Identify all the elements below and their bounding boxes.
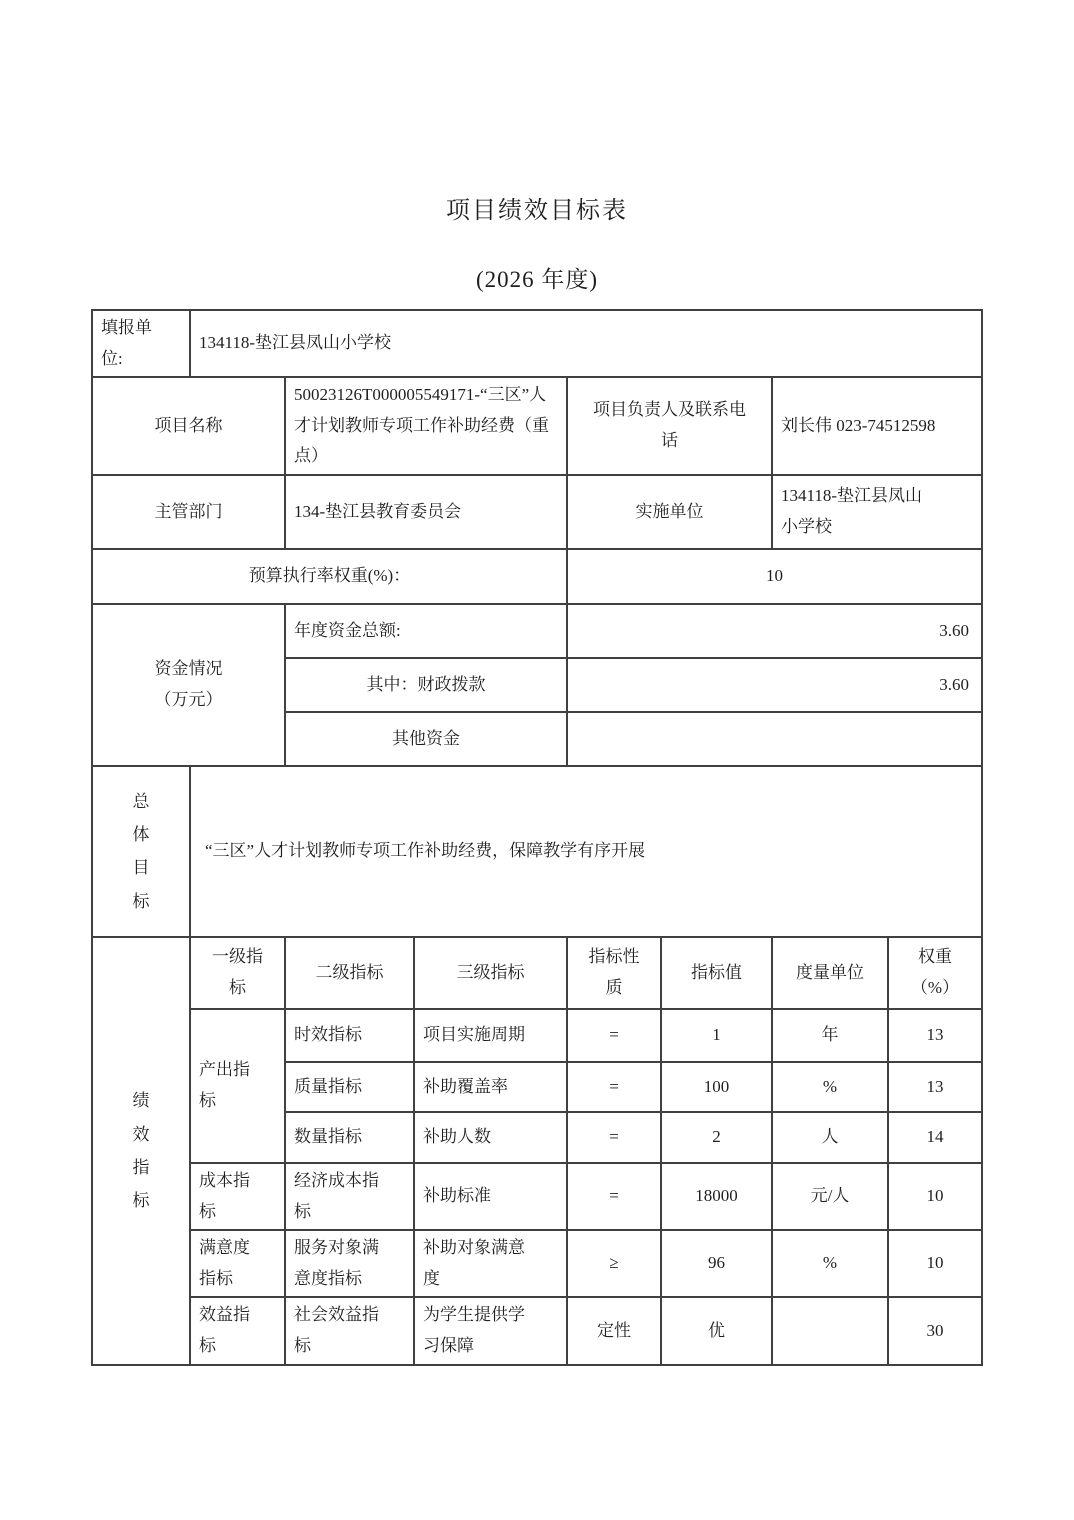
- overall-goal-label-cell: [92, 766, 190, 937]
- indicator-level3: 项目实施周期: [414, 1009, 567, 1062]
- funds-total-value: 3.60: [567, 604, 982, 658]
- project-name-row: [92, 377, 982, 475]
- indicator-nature: =: [567, 1009, 661, 1062]
- overall-goal-row: [92, 766, 982, 937]
- indicator-level2: 时效指标: [285, 1009, 414, 1062]
- indicator-unit: [772, 1297, 888, 1364]
- indicator-level3: 补助人数: [414, 1112, 567, 1163]
- header-value: 指标值: [661, 937, 772, 1009]
- overall-goal-label: 总体目标: [132, 792, 150, 911]
- overall-goal-content: “三区”人才计划教师专项工作补助经费，保障教学有序开展: [190, 766, 982, 937]
- funds-row-total: [92, 604, 982, 658]
- funds-other-label: 其他资金: [285, 712, 567, 766]
- indicator-level1-cell: [190, 1009, 285, 1163]
- funds-group-label-cell: [92, 604, 285, 766]
- indicator-weight: 30: [888, 1297, 982, 1364]
- impl-label: 实施单位: [567, 475, 772, 549]
- fill-unit-row: [92, 310, 982, 377]
- indicator-level2: 社会效益指标: [293, 1305, 379, 1355]
- performance-target-table: [91, 309, 983, 1366]
- indicator-nature: 定性: [567, 1297, 661, 1364]
- fill-unit-label: 填报单位:: [100, 318, 152, 368]
- indicator-nature: =: [567, 1062, 661, 1112]
- indicator-value: 2: [661, 1112, 772, 1163]
- project-name-label: 项目名称: [92, 377, 285, 475]
- indicator-weight: 10: [888, 1230, 982, 1297]
- indicator-level2-cell: [285, 1230, 414, 1297]
- indicator-level1-cell: [190, 1163, 285, 1230]
- indicator-value: 18000: [661, 1163, 772, 1230]
- dept-value: 134-垫江县教育委员会: [285, 475, 567, 549]
- leader-value: 刘长伟 023-74512598: [772, 377, 982, 475]
- indicator-level2-cell: [285, 1297, 414, 1364]
- dept-row: [92, 475, 982, 549]
- indicator-level1: 满意度指标: [198, 1238, 250, 1288]
- fill-unit-label-cell: [92, 310, 190, 377]
- indicator-level2: 质量指标: [285, 1062, 414, 1112]
- indicator-level3-cell: [414, 1297, 567, 1364]
- indicator-value: 96: [661, 1230, 772, 1297]
- indicator-unit: %: [772, 1230, 888, 1297]
- leader-label-cell: [567, 377, 772, 475]
- header-level3: 三级指标: [414, 937, 567, 1009]
- dept-label: 主管部门: [92, 475, 285, 549]
- fill-unit-value: 134118-垫江县凤山小学校: [190, 310, 982, 377]
- indicator-header-row: [92, 937, 982, 1009]
- header-weight-text: 权重（%）: [910, 947, 960, 997]
- indicator-row: [92, 1297, 982, 1364]
- indicator-level2: 经济成本指标: [293, 1170, 379, 1221]
- funds-other-value: [567, 712, 982, 766]
- header-nature: [567, 937, 661, 1009]
- indicator-level3: 补助覆盖率: [414, 1062, 567, 1112]
- indicator-nature: =: [567, 1163, 661, 1230]
- indicator-weight: 13: [888, 1009, 982, 1062]
- indicator-level1-cell: [190, 1230, 285, 1297]
- header-level1: [190, 937, 285, 1009]
- header-level2: 二级指标: [285, 937, 414, 1009]
- indicator-level3: 为学生提供学习保障: [422, 1305, 525, 1355]
- indicator-row: [92, 1009, 982, 1062]
- indicator-weight: 14: [888, 1112, 982, 1163]
- indicator-level1: 成本指标: [198, 1170, 250, 1221]
- impl-value: 134118-垫江县凤山小学校: [780, 486, 923, 536]
- indicator-nature: =: [567, 1112, 661, 1163]
- indicator-group-label: 绩效指标: [132, 1091, 150, 1210]
- indicator-value: 1: [661, 1009, 772, 1062]
- funds-group-label: 资金情况（万元）: [154, 659, 223, 709]
- indicator-unit: %: [772, 1062, 888, 1112]
- impl-value-cell: [772, 475, 982, 549]
- indicator-row: [92, 1163, 982, 1230]
- indicator-level2: 服务对象满意度指标: [293, 1238, 379, 1288]
- page-subtitle: (2026 年度): [475, 267, 599, 292]
- indicator-level3: 补助标准: [414, 1163, 567, 1230]
- budget-rate-value: 10: [567, 549, 982, 604]
- indicator-unit: 元/人: [772, 1163, 888, 1230]
- funds-fiscal-label: 其中：财政拨款: [285, 658, 567, 712]
- indicator-level3: 补助对象满意度: [422, 1238, 525, 1288]
- indicator-level2-cell: [285, 1163, 414, 1230]
- header-unit: 度量单位: [772, 937, 888, 1009]
- indicator-row: [92, 1230, 982, 1297]
- funds-fiscal-value: 3.60: [567, 658, 982, 712]
- header-nature-text: 指标性质: [588, 947, 640, 997]
- header-weight: [888, 937, 982, 1009]
- indicator-weight: 10: [888, 1163, 982, 1230]
- indicator-level1: 产出指标: [198, 1060, 250, 1110]
- indicator-nature: ≥: [567, 1230, 661, 1297]
- indicator-unit: 人: [772, 1112, 888, 1163]
- indicator-weight: 13: [888, 1062, 982, 1112]
- indicator-group-label-cell: [92, 937, 190, 1365]
- indicator-value: 优: [661, 1297, 772, 1364]
- indicator-level1: 效益指标: [198, 1305, 250, 1355]
- leader-label: 项目负责人及联系电话: [592, 400, 746, 451]
- project-name-value: 50023126T000005549171-“三区”人才计划教师专项工作补助经费（重点）: [285, 377, 567, 475]
- indicator-unit: 年: [772, 1009, 888, 1062]
- page-title: 项目绩效目标表: [446, 198, 628, 224]
- budget-rate-label: 预算执行率权重(%)：: [92, 549, 567, 604]
- header-level1-text: 一级指标: [211, 947, 263, 997]
- indicator-level3-cell: [414, 1230, 567, 1297]
- funds-total-label: 年度资金总额:: [285, 604, 567, 658]
- indicator-value: 100: [661, 1062, 772, 1112]
- indicator-level1-cell: [190, 1297, 285, 1364]
- indicator-level2: 数量指标: [285, 1112, 414, 1163]
- budget-rate-row: [92, 549, 982, 604]
